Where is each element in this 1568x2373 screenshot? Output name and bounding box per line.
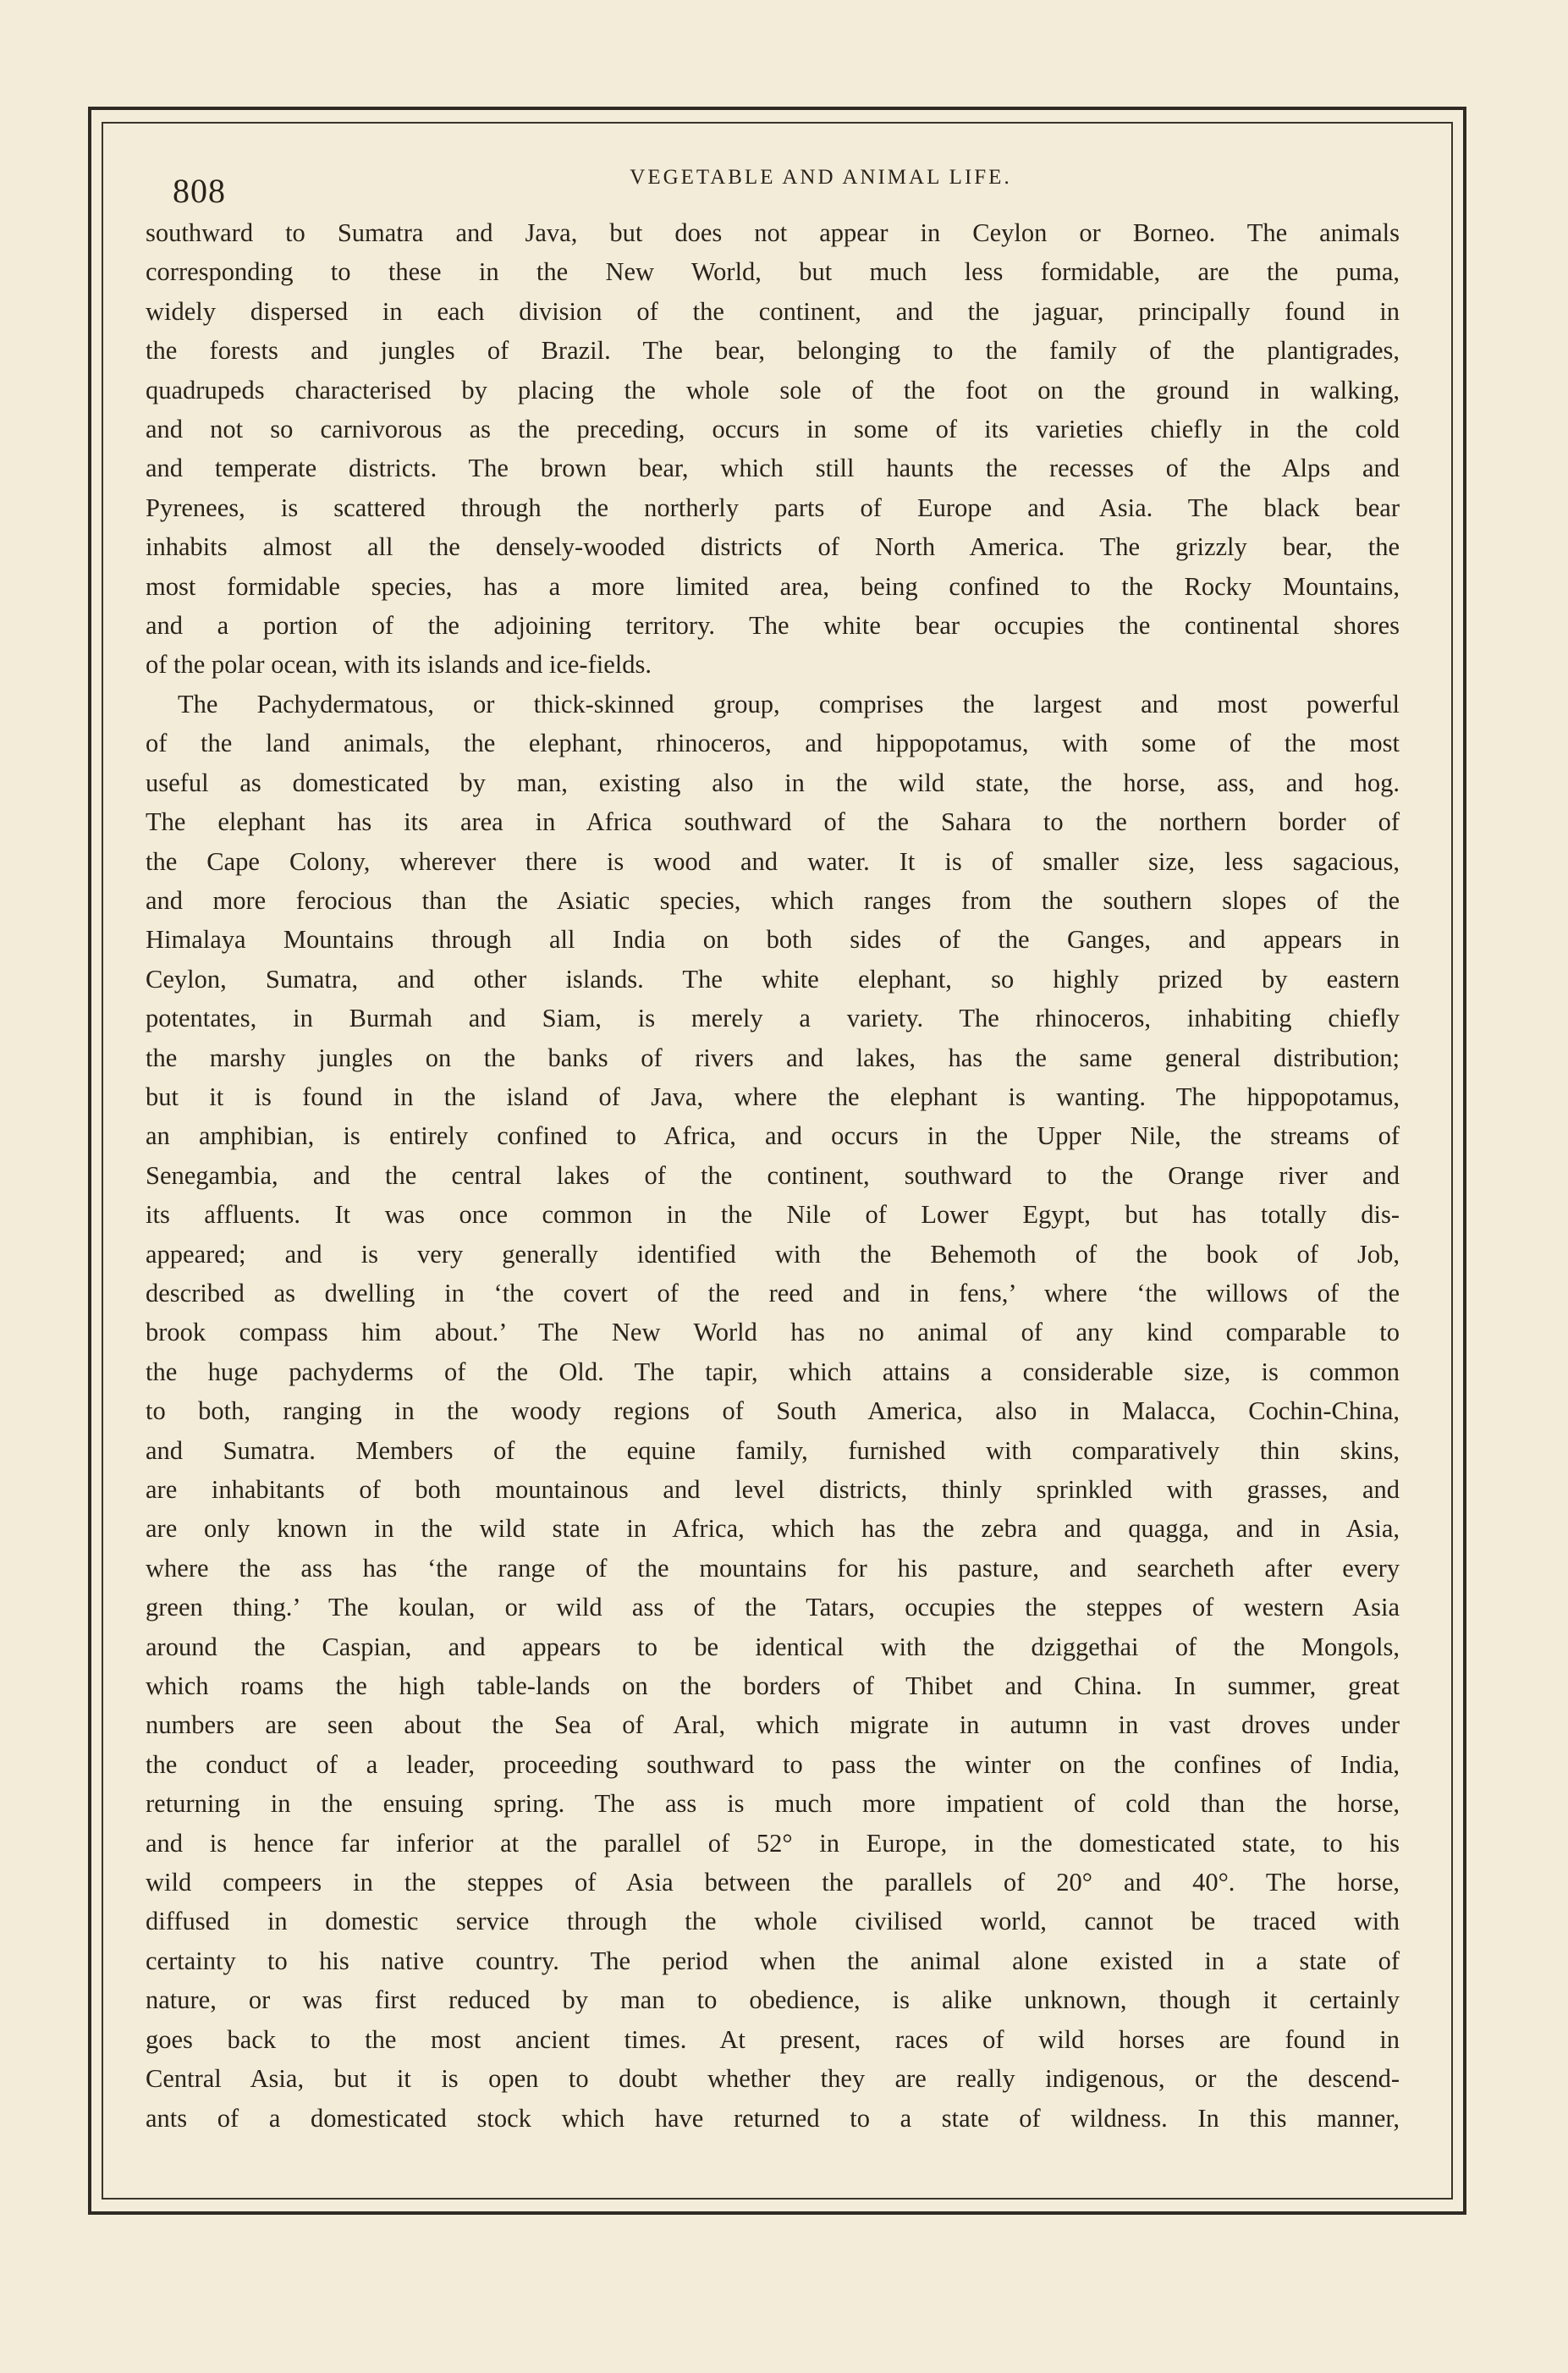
text-line: the Cape Colony, wherever there is wood and water. It is of smaller size, less sagacious, — [146, 846, 1400, 876]
text-line: southward to Sumatra and Java, but does not appear in Ceylon or Borneo. The animals — [146, 218, 1400, 247]
text-line: widely dispersed in each division of the continent, and the jaguar, principally found in — [146, 296, 1400, 326]
text-line: are only known in the wild state in Africa, which has the zebra and quagga, and in Asia, — [146, 1514, 1400, 1544]
paragraph-start-line: The Pachydermatous, or thick-skinned group, comprises the largest and most powerful — [178, 689, 1400, 719]
text-line: described as dwelling in ‘the covert of the reed and in fens,’ where ‘the willows of the — [146, 1278, 1400, 1308]
text-line: its affluents. It was once common in the Nile of Lower Egypt, but has totally dis- — [146, 1200, 1400, 1230]
text-line: an amphibian, is entirely confined to Africa, and occurs in the Upper Nile, the streams of — [146, 1121, 1400, 1151]
text-line: The elephant has its area in Africa southward of the Sahara to the northern border of — [146, 807, 1400, 837]
text-line: and not so carnivorous as the preceding, occurs in some of its varieties chiefly in the cold — [146, 415, 1400, 444]
text-line: of the land animals, the elephant, rhinoceros, and hippopotamus, with some of the most — [146, 729, 1400, 758]
text-line: around the Caspian, and appears to be identical with the dziggethai of the Mongols, — [146, 1632, 1400, 1661]
text-line: brook compass him about.’ The New World has no animal of any kind comparable to — [146, 1318, 1400, 1347]
text-line: Senegambia, and the central lakes of the continent, southward to the Orange river and — [146, 1160, 1400, 1190]
text-line: most formidable species, has a more limited area, being confined to the Rocky Mountains, — [146, 571, 1400, 601]
text-line: and a portion of the adjoining territory. The white bear occupies the continental shores — [146, 611, 1400, 641]
text-line: useful as domesticated by man, existing also in the wild state, the horse, ass, and hog. — [146, 768, 1400, 797]
text-line: wild compeers in the steppes of Asia between the parallels of 20° and 40°. The horse, — [146, 1868, 1400, 1897]
text-line: corresponding to these in the New World, but much less formidable, are the puma, — [146, 257, 1400, 287]
body-text — [146, 213, 1400, 2138]
text-line: which roams the high table-lands on the borders of Thibet and China. In summer, great — [146, 1671, 1400, 1701]
page-header — [144, 157, 1430, 208]
running-title: VEGETABLE AND ANIMAL LIFE. — [630, 166, 1012, 189]
text-line: but it is found in the island of Java, where the elephant is wanting. The hippopotamus, — [146, 1082, 1400, 1111]
text-line: and temperate districts. The brown bear, which still haunts the recesses of the Alps and — [146, 454, 1400, 483]
text-line: and is hence far inferior at the parallel of 52° in Europe, in the domesticated state, to his — [146, 1828, 1400, 1858]
text-line: the marshy jungles on the banks of rivers and lakes, has the same general distribution; — [146, 1043, 1400, 1072]
text-line: ants of a domesticated stock which have returned to a state of wildness. In this manner, — [146, 2103, 1400, 2133]
text-line: nature, or was first reduced by man to obedience, is alike unknown, though it certainly — [146, 1985, 1400, 2015]
text-line: the conduct of a leader, proceeding southward to pass the winter on the confines of India, — [146, 1749, 1400, 1779]
page-number: 808 — [173, 172, 226, 210]
text-line: to both, ranging in the woody regions of South America, also in Malacca, Cochin-China, — [146, 1396, 1400, 1426]
text-line: and more ferocious than the Asiatic species, which ranges from the southern slopes of the — [146, 885, 1400, 915]
text-line: the huge pachyderms of the Old. The tapir, which attains a considerable size, is common — [146, 1357, 1400, 1386]
text-line: the forests and jungles of Brazil. The bear, belonging to the family of the plantigrades, — [146, 336, 1400, 366]
text-line: diffused in domestic service through the whole civilised world, cannot be traced with — [146, 1907, 1400, 1936]
text-line: returning in the ensuing spring. The ass is much more impatient of cold than the horse, — [146, 1789, 1400, 1819]
text-line: potentates, in Burmah and Siam, is merely a variety. The rhinoceros, inhabiting chiefly — [146, 1004, 1400, 1033]
text-line: inhabits almost all the densely-wooded districts of North America. The grizzly bear, the — [146, 532, 1400, 562]
text-line: Himalaya Mountains through all India on both sides of the Ganges, and appears in — [146, 925, 1400, 955]
text-line: appeared; and is very generally identified with the Behemoth of the book of Job, — [146, 1239, 1400, 1269]
text-line: goes back to the most ancient times. At present, races of wild horses are found in — [146, 2024, 1400, 2054]
text-line: and Sumatra. Members of the equine family, furnished with comparatively thin skins, — [146, 1435, 1400, 1465]
text-line: numbers are seen about the Sea of Aral, which migrate in autumn in vast droves under — [146, 1710, 1400, 1740]
text-line: Central Asia, but it is open to doubt whether they are really indigenous, or the descend- — [146, 2064, 1400, 2094]
text-line: Pyrenees, is scattered through the northerly parts of Europe and Asia. The black bear — [146, 493, 1400, 522]
text-line: quadrupeds characterised by placing the whole sole of the foot on the ground in walking, — [146, 375, 1400, 405]
text-line: green thing.’ The koulan, or wild ass of the Tatars, occupies the steppes of western Asia — [146, 1593, 1400, 1622]
paragraph-end-line: of the polar ocean, with its islands and ice-fields. — [146, 650, 652, 680]
text-line: certainty to his native country. The period when the animal alone existed in a state of — [146, 1946, 1400, 1975]
text-line: where the ass has ‘the range of the mountains for his pasture, and searcheth after every — [146, 1553, 1400, 1583]
text-line: Ceylon, Sumatra, and other islands. The white elephant, so highly prized by eastern — [146, 964, 1400, 994]
text-line: are inhabitants of both mountainous and level districts, thinly sprinkled with grasses, and — [146, 1475, 1400, 1504]
